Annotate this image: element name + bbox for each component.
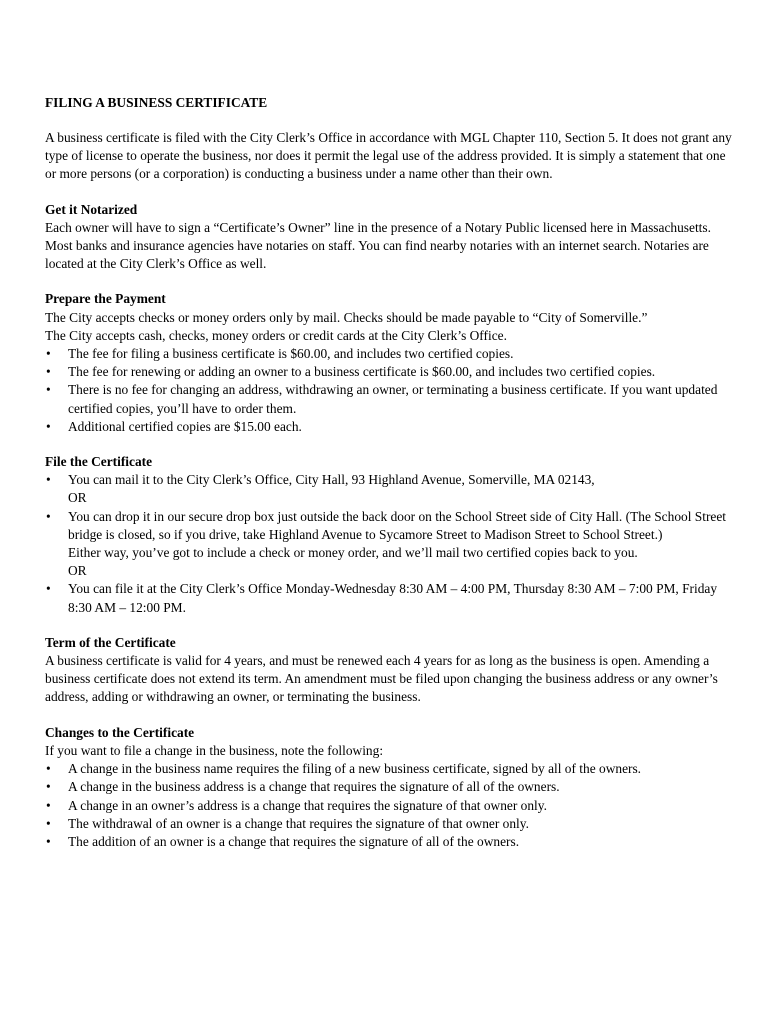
list-item	[45, 778, 735, 796]
or-separator: OR	[68, 563, 87, 579]
list-item	[45, 797, 735, 815]
list-item	[45, 418, 735, 436]
notarized-paragraph: Each owner will have to sign a “Certificate’s Owner” line in the presence of a Notary Public licensed here in Massachusetts. Most banks and insurance agencies have notaries on staff. You can find nearby notaries with an internet search. Notaries are located at the City Clerk’s Office as well.	[45, 219, 711, 272]
bullet-icon: •	[46, 418, 51, 434]
bullet-icon: •	[46, 508, 51, 524]
bullet-icon: •	[46, 364, 51, 380]
list-item	[45, 833, 735, 851]
list-item-text: There is no fee for changing an address, withdrawing an owner, or terminating a business certificate. If you want updated certified copies, you’ll have to order them.	[68, 382, 718, 416]
payment-fee-list	[45, 345, 735, 436]
changes-list	[45, 760, 735, 851]
section-get-notarized	[45, 201, 735, 274]
section-term	[45, 634, 735, 707]
list-item	[45, 508, 735, 581]
list-item	[45, 381, 735, 417]
payment-mail-line: The City accepts checks or money orders only by mail. Checks should be made payable to “City of Somerville.”	[45, 309, 648, 325]
bullet-icon: •	[46, 346, 51, 362]
list-item	[45, 363, 735, 381]
list-item-text: A change in an owner’s address is a change that requires the signature of that owner only.	[68, 797, 547, 813]
list-item	[45, 471, 735, 507]
file-either-way-note: Either way, you’ve got to include a check or money order, and we’ll mail two certified copies back to you.	[68, 545, 638, 561]
section-file-certificate	[45, 453, 735, 617]
file-dropbox-option: You can drop it in our secure drop box just outside the back door on the School Street side of City Hall. (The School Street bridge is closed, so if you drive, take Highland Avenue to Sycamore Street to Madison Street to School Street.)	[68, 508, 727, 542]
list-item-text: Additional certified copies are $15.00 each.	[68, 418, 302, 434]
or-separator: OR	[68, 490, 87, 506]
document-title: FILING A BUSINESS CERTIFICATE	[45, 95, 268, 110]
list-item	[45, 815, 735, 833]
section-heading-payment: Prepare the Payment	[45, 291, 166, 307]
section-prepare-payment	[45, 290, 735, 436]
bullet-icon: •	[46, 797, 51, 813]
bullet-icon: •	[46, 581, 51, 597]
list-item	[45, 345, 735, 363]
bullet-icon: •	[46, 779, 51, 795]
bullet-icon: •	[46, 815, 51, 831]
term-paragraph: A business certificate is valid for 4 years, and must be renewed each 4 years for as long as the business is open. Amending a business certificate does not extend its term. An amendment must be filed upon changing the business address or any owner’s address, adding or withdrawing an owner, or terminating the business.	[45, 653, 718, 705]
section-heading-changes: Changes to the Certificate	[45, 724, 195, 740]
file-mail-option: You can mail it to the City Clerk’s Office, City Hall, 93 Highland Avenue, Somerville, MA 02143,	[68, 472, 595, 488]
bullet-icon: •	[46, 382, 51, 398]
list-item-text: A change in the business name requires the filing of a new business certificate, signed by all of the owners.	[68, 761, 642, 777]
list-item-text: The fee for renewing or adding an owner to a business certificate is $60.00, and includes two certified copies.	[68, 364, 656, 380]
bullet-icon: •	[46, 833, 51, 849]
file-office-hours-option: You can file it at the City Clerk’s Office Monday-Wednesday 8:30 AM – 4:00 PM, Thursday 8:30 AM – 7:00 PM, Friday 8:30 AM – 12:00 PM.	[68, 581, 718, 615]
list-item-text: The fee for filing a business certificate is $60.00, and includes two certified copies.	[68, 346, 514, 362]
list-item-text: The addition of an owner is a change that requires the signature of all of the owners.	[68, 833, 520, 849]
bullet-icon: •	[46, 761, 51, 777]
section-changes	[45, 724, 735, 851]
section-heading-file: File the Certificate	[45, 454, 153, 470]
list-item	[45, 760, 735, 778]
payment-office-line: The City accepts cash, checks, money orders or credit cards at the City Clerk’s Office.	[45, 327, 507, 343]
changes-intro: If you want to file a change in the business, note the following:	[45, 742, 384, 758]
list-item-text: A change in the business address is a change that requires the signature of all of the owners.	[68, 779, 560, 795]
intro-paragraph: A business certificate is filed with the City Clerk’s Office in accordance with MGL Chapter 110, Section 5. It does not grant any type of license to operate the business, nor does it permit the legal use of the address provided. It is simply a statement that one or more persons (or a corporation) is conducting a business under a name other than their own.	[45, 130, 732, 182]
section-heading-term: Term of the Certificate	[45, 634, 176, 650]
file-options-list	[45, 471, 735, 617]
list-item	[45, 580, 735, 616]
section-heading-notarized: Get it Notarized	[45, 201, 138, 217]
document-page	[45, 94, 735, 851]
bullet-icon: •	[46, 472, 51, 488]
list-item-text: The withdrawal of an owner is a change that requires the signature of that owner only.	[68, 815, 529, 831]
